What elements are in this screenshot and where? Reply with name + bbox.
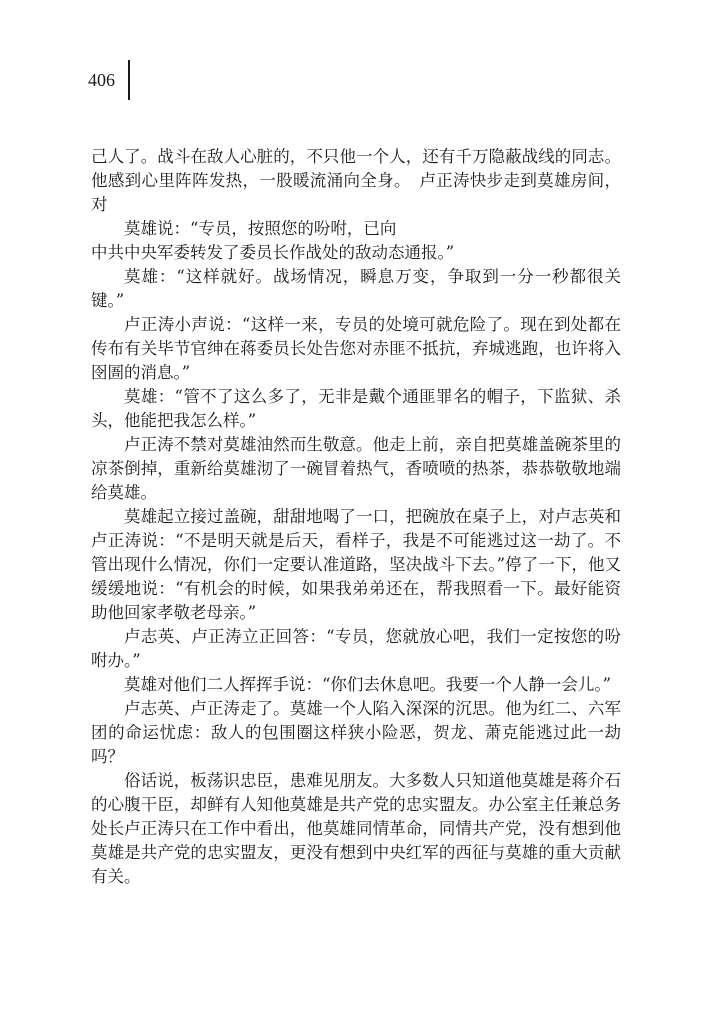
header-rule — [128, 60, 130, 100]
paragraph-fragment: 中共中央军委转发了委员长作战处的敌动态通报。” — [91, 243, 455, 262]
paragraph: 莫雄起立接过盖碗，甜甜地喝了一口，把碗放在桌子上，对卢志英和卢正涛说：“不是明天就是后天，看样子，我是不可能逃过这一劫了。不管出现什么情况，你们一定要认准道路，坚决战斗下去。”停了一下，他又缓缓地说：“有机会的时候，如果我弟弟还在，帮我照看一下。最好能资助他回家孝敬老母亲。” — [91, 507, 621, 622]
paragraph: 卢志英、卢正涛走了。莫雄一个人陷入深深的沉思。他为红二、六军团的命运忧虑：敌人的包围圈这样狭小险恶，贺龙、萧克能逃过此一劫吗？ — [91, 699, 621, 766]
body-text — [91, 145, 621, 889]
paragraph: 卢正涛小声说：“这样一来，专员的处境可就危险了。现在到处都在传布有关毕节官绅在蒋委员长处告您对赤匪不抵抗，弃城逃跑，也许将入囹圄的消息。” — [91, 315, 621, 382]
paragraph: 卢志英、卢正涛立正回答：“专员，您就放心吧，我们一定按您的吩咐办。” — [91, 627, 621, 670]
paragraph: 莫雄：“管不了这么多了，无非是戴个通匪罪名的帽子，下监狱、杀头，他能把我怎么样。” — [91, 387, 621, 430]
page-number: 406 — [88, 70, 115, 90]
paragraph: 卢正涛不禁对莫雄油然而生敬意。他走上前，亲自把莫雄盖碗茶里的凉茶倒掉，重新给莫雄沏了一碗冒着热气，香喷喷的热茶，恭恭敬敬地端给莫雄。 — [91, 435, 621, 502]
paragraph: 莫雄：“这样就好。战场情况，瞬息万变，争取到一分一秒都很关键。” — [91, 267, 621, 310]
paragraph-continued: 己人了。战斗在敌人心脏的，不只他一个人，还有千万隐蔽战线的同志。他感到心里阵阵发热，一股暖流涌向全身。 卢正涛快步走到莫雄房间，对 — [91, 147, 621, 214]
paragraph-fragment: 莫雄说：“专员，按照您的吩咐，已向 — [124, 219, 397, 238]
paragraph: 莫雄对他们二人挥挥手说：“你们去休息吧。我要一个人静一会儿。” — [124, 675, 612, 694]
paragraph: 俗话说，板荡识忠臣，患难见朋友。大多数人只知道他莫雄是蒋介石的心腹干臣，却鲜有人知他莫雄是共产党的忠实盟友。办公室主任兼总务处长卢正涛只在工作中看出，他莫雄同情革命，同情共产党，没有想到他莫雄是共产党的忠实盟友，更没有想到中央红军的西征与莫雄的重大贡献有关。 — [91, 771, 621, 886]
